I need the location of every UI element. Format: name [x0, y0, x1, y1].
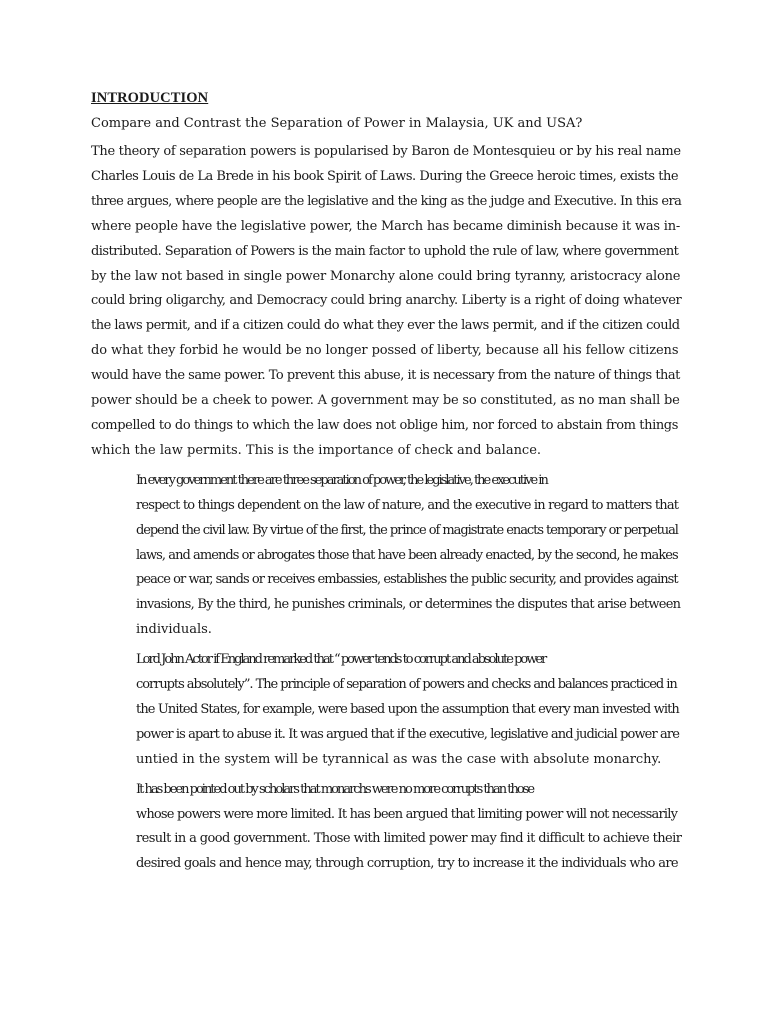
paragraph-line: Lord John Actor if England remarked that “ power tends to corrupt and absolute power [136, 652, 546, 668]
paragraph-line: compelled to do things to which the law does not oblige him, nor forced to abstain from things [91, 417, 679, 433]
paragraph-line: by the law not based in single power Monarchy alone could bring tyranny, aristocracy alone [91, 268, 681, 284]
paragraph-line: The theory of separation powers is popularised by Baron de Montesquieu or by his real name [91, 144, 681, 159]
paragraph-line: invasions, By the third, he punishes criminals, or determines the disputes that arise between [136, 597, 681, 613]
paragraph-line: desired goals and hence may, through corruption, try to increase it the individuals who are [136, 856, 678, 872]
paragraph-container [91, 140, 681, 877]
paragraph-line: untied in the system will be tyrannical as was the case with absolute monarchy. [136, 751, 662, 767]
paragraph-line: where people have the legislative power, the March has became diminish because it was in- [91, 218, 681, 234]
paragraph-4 [91, 778, 681, 878]
document-body [91, 88, 681, 882]
paragraph-line: the United States, for example, were based upon the assumption that every man invested with [136, 701, 679, 717]
paragraph-line: peace or war, sands or receives embassies, establishes the public security, and provides against [136, 572, 678, 588]
paragraph-line: individuals. [136, 622, 212, 638]
paragraph-line: which the law permits. This is the importance of check and balance. [91, 442, 542, 458]
paragraph-line: laws, and amends or abrogates those that have been already enacted, by the second, he makes [136, 547, 678, 563]
section-heading: INTRODUCTION [91, 90, 209, 106]
essay-question: Compare and Contrast the Separation of Power in Malaysia, UK and USA? [91, 116, 583, 131]
paragraph-line: power is apart to abuse it. It was argued that if the executive, legislative and judicial power are [136, 726, 679, 742]
paragraph-line: the laws permit, and if a citizen could do what they ever the laws permit, and if the citizen could [91, 318, 680, 334]
paragraph-line: corrupts absolutely”. The principle of separation of powers and checks and balances practiced in [136, 677, 677, 693]
paragraph-2 [91, 469, 681, 643]
paragraph-line: three argues, where people are the legislative and the king as the judge and Executive. In this era [91, 193, 682, 209]
paragraph-line: depend the civil law. By virtue of the first, the prince of magistrate enacts temporary or perpetual [136, 522, 678, 538]
paragraph-line: do what they forbid he would be no longer possed of liberty, because all his fellow citizens [91, 343, 679, 359]
paragraph-line: could bring oligarchy, and Democracy could bring anarchy. Liberty is a right of doing whatever [91, 293, 682, 309]
paragraph-line: In every government there are three separation of power, the legislative, the executive in [136, 472, 547, 488]
paragraph-1 [91, 140, 681, 464]
paragraph-line: power should be a cheek to power. A government may be so constituted, as no man shall be [91, 393, 680, 409]
paragraph-line: would have the same power. To prevent this abuse, it is necessary from the nature of things that [91, 368, 680, 384]
paragraph-line: respect to things dependent on the law of nature, and the executive in regard to matters that [136, 497, 679, 513]
paragraph-line: result in a good government. Those with limited power may find it difficult to achieve their [136, 831, 682, 847]
paragraph-line: Charles Louis de La Brede in his book Spirit of Laws. During the Greece heroic times, exists the [91, 168, 679, 184]
paragraph-line: whose powers were more limited. It has been argued that limiting power will not necessarily [136, 806, 678, 822]
paragraph-3 [91, 648, 681, 773]
paragraph-line: distributed. Separation of Powers is the main factor to uphold the rule of law, where government [91, 243, 679, 259]
paragraph-line: It has been pointed out by scholars that monarchs were no more corrupts than those [136, 781, 534, 797]
